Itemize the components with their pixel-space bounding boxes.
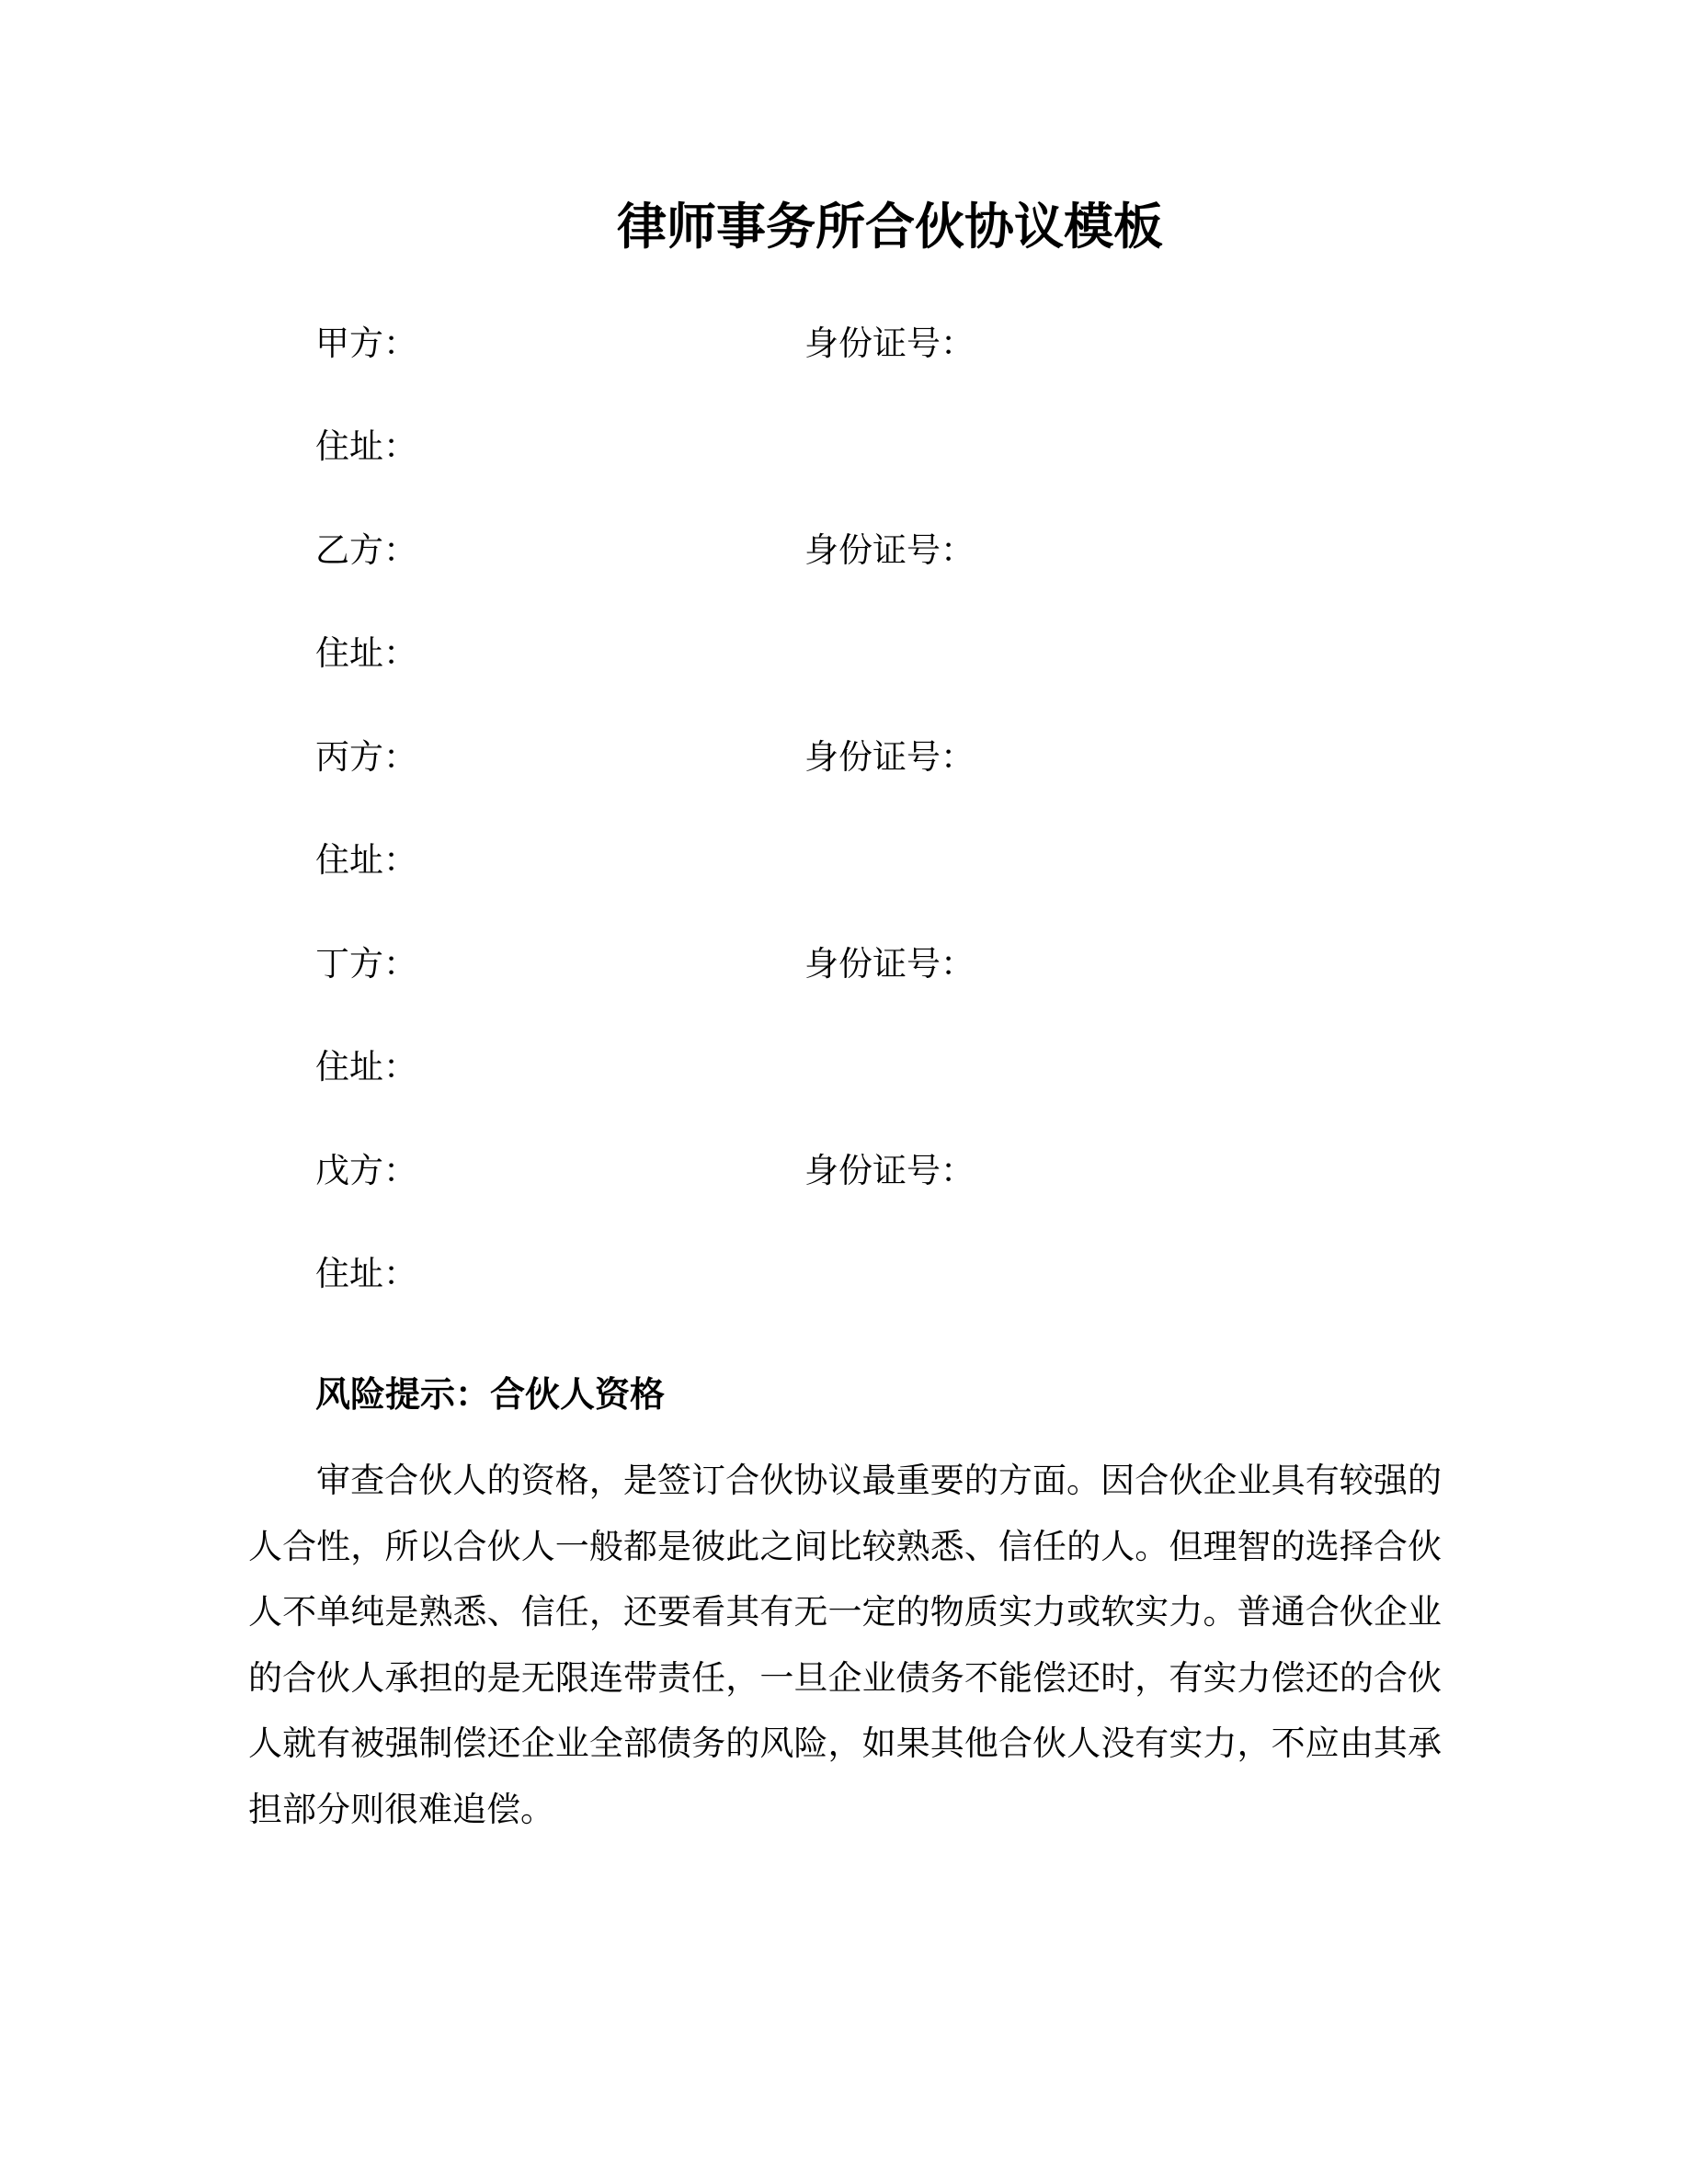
address-label: 住址：: [315, 1049, 417, 1086]
address-row-b: [315, 633, 1688, 676]
party-row-e: [315, 1151, 1688, 1193]
risk-notice-heading: 风险提示：合伙人资格: [315, 1376, 666, 1415]
party-row-c: [315, 737, 1688, 779]
address-row-c: [315, 840, 1688, 882]
address-row-e: [315, 1254, 1688, 1296]
party-row-b: [315, 530, 1688, 573]
address-row-a: [315, 427, 1688, 469]
party-id-label: 身份证号：: [804, 1153, 975, 1190]
party-id-label: 身份证号：: [804, 739, 975, 777]
address-label: 住址：: [315, 842, 417, 880]
party-id-label: 身份证号：: [804, 532, 975, 570]
party-id-label: 身份证号：: [804, 325, 975, 363]
address-label: 住址：: [315, 428, 417, 466]
risk-notice-paragraph: 审查合伙人的资格，是签订合伙协议最重要的方面。因合伙企业具有较强的人合性，所以合伙人一般都是彼此之间比较熟悉、信任的人。但理智的选择合伙人不单纯是熟悉、信任，还要看其有无一定的物质实力或软实力。普通合伙企业的合伙人承担的是无限连带责任，一旦企业债务不能偿还时，有实力偿还的合伙人就有被强制偿还企业全部债务的风险，如果其他合伙人没有实力，不应由其承担部分则很难追偿。: [248, 1462, 1442, 1829]
party-name-label: 丁方：: [315, 946, 417, 984]
address-label: 住址：: [315, 1256, 417, 1293]
address-row-d: [315, 1047, 1688, 1089]
address-label: 住址：: [315, 635, 417, 673]
party-row-a: [315, 324, 1688, 366]
party-name-label: 乙方：: [315, 532, 417, 570]
party-name-label: 甲方：: [315, 325, 417, 363]
party-row-d: [315, 944, 1688, 986]
party-name-label: 戊方：: [315, 1153, 417, 1190]
document-title: 律师事务所合伙协议模板: [617, 199, 1163, 255]
party-name-label: 丙方：: [315, 739, 417, 777]
party-id-label: 身份证号：: [804, 946, 975, 984]
